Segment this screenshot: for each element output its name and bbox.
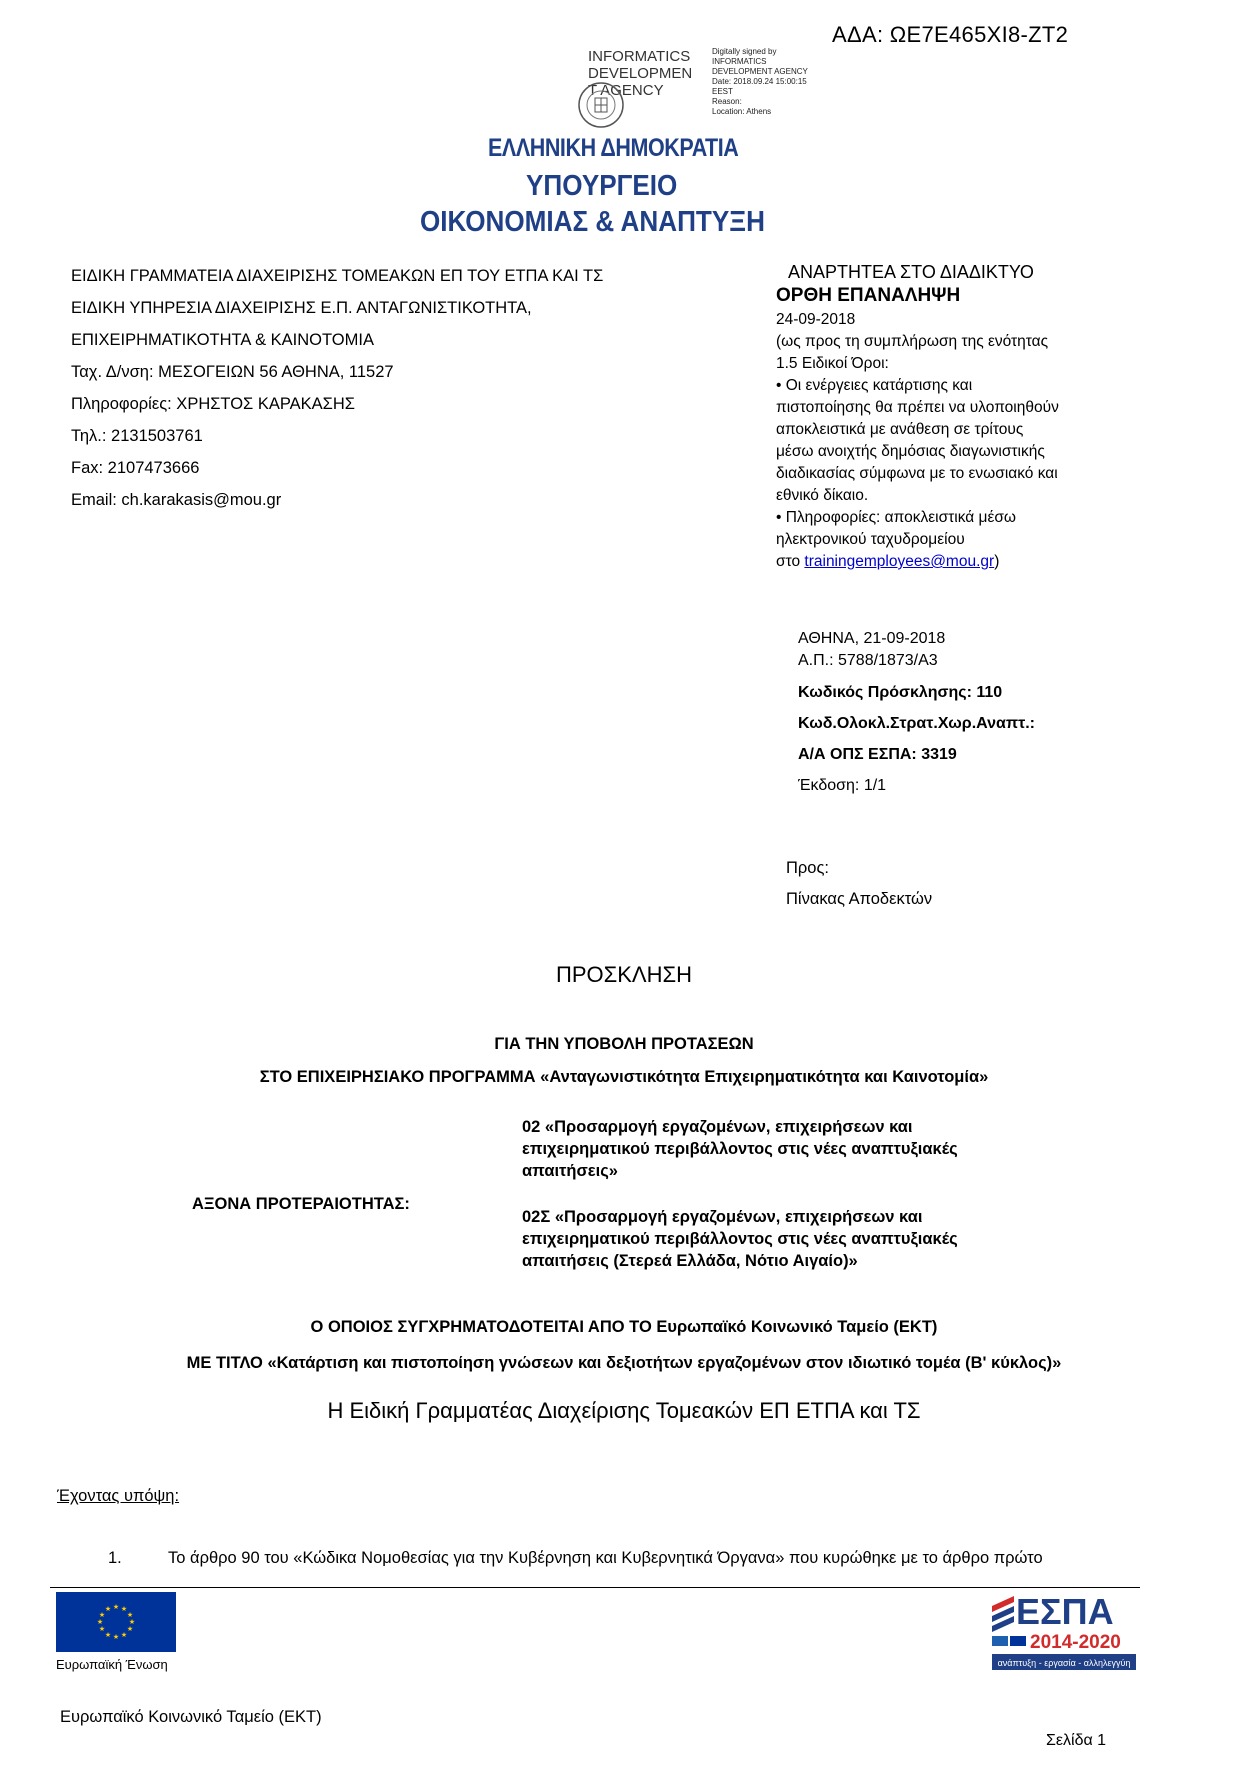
signature-name-line: DEVELOPMEN: [588, 65, 693, 82]
svg-text:★: ★: [126, 1625, 134, 1633]
call-title: ΜΕ ΤΙΤΛΟ «Κατάρτιση και πιστοποίηση γνώσεων και δεξιοτήτων εργαζομένων στον ιδιωτικό τομέα (Β' κύκλος)»: [186, 1354, 1062, 1372]
svg-text:★: ★: [128, 1618, 136, 1626]
eu-label: Ευρωπαϊκή Ένωση: [56, 1657, 168, 1672]
signature-details: [712, 47, 842, 117]
sender-line: ΕΙΔΙΚΗ ΓΡΑΜΜΑΤΕΙΑ ΔΙΑΧΕΙΡΙΣΗΣ ΤΟΜΕΑΚΩΝ ΕΠ ΤΟΥ ΕΤΠΑ ΚΑΙ ΤΣ: [71, 267, 604, 285]
svg-text:★: ★: [120, 1605, 128, 1613]
notice-body: [776, 309, 1156, 573]
sender-phone: Τηλ.: 2131503761: [71, 427, 203, 445]
secretary-heading: Η Ειδική Γραμματέας Διαχείρισης Τομεακών ΕΠ ΕΤΠΑ και ΤΣ: [327, 1398, 921, 1423]
subtitle-programme: ΣΤΟ ΕΠΙΧΕΙΡΗΣΙΑΚΟ ΠΡΟΓΡΑΜΜΑ «Ανταγωνιστικότητα Επιχειρηματικότητα και Καινοτομία»: [259, 1068, 989, 1086]
ops-code: Α/Α ΟΠΣ ΕΣΠΑ: 3319: [798, 746, 957, 763]
espa-years: 2014-2020: [1030, 1632, 1121, 1653]
svg-text:★: ★: [96, 1618, 104, 1626]
priority-axis-02s: 02Σ «Προσαρμογή εργαζομένων, επιχειρήσεων και επιχειρηματικού περιβάλλοντος στις νέες αναπτυξιακές απαιτήσεις (Στερεά Ελλάδα, Νότιο Αιγαίο)»: [522, 1208, 958, 1270]
signature-name-line: INFORMATICS: [588, 48, 691, 65]
ada-code: ΑΔΑ: ΩΕ7Ε465ΧΙ8-ΖΤ2: [832, 22, 1069, 47]
sender-fax: Fax: 2107473666: [71, 459, 200, 477]
sender-line: ΕΙΔΙΚΗ ΥΠΗΡΕΣΙΑ ΔΙΑΧΕΙΡΙΣΗΣ Ε.Π. ΑΝΤΑΓΩΝΙΣΤΙΚΟΤΗΤΑ,: [71, 299, 532, 317]
place-date: ΑΘΗΝΑ, 21-09-2018: [798, 630, 946, 647]
notice-line: ηλεκτρονικού ταχυδρομείου: [776, 531, 965, 548]
notice-email-line: [776, 551, 1156, 573]
notice-line: • Οι ενέργειες κατάρτισης και: [776, 377, 973, 394]
notice-email-suffix: ): [994, 553, 1000, 570]
fund-name: Ευρωπαϊκό Κοινωνικό Ταμείο (ΕΚΤ): [60, 1708, 322, 1726]
recipient-list: Πίνακας Αποδεκτών: [786, 890, 933, 908]
page-number: Σελίδα 1: [1046, 1732, 1107, 1749]
logo-ministry-name: ΟΙΚΟΝΟΜΙΑΣ & ΑΝΑΠΤΥΞΗ: [420, 206, 765, 238]
espa-slogan: ανάπτυξη - εργασία - αλληλεγγύη: [997, 1658, 1131, 1668]
signature-detail-line: INFORMATICS: [712, 57, 767, 66]
signature-detail-line: Reason:: [712, 97, 742, 106]
subtitle-submission: ΓΙΑ ΤΗΝ ΥΠΟΒΟΛΗ ΠΡΟΤΑΣΕΩΝ: [494, 1035, 754, 1053]
list-item-number: 1.: [108, 1549, 122, 1567]
logo-republic: ΕΛΛΗΝΙΚΗ ΔΗΜΟΚΡΑΤΙΑ: [488, 134, 739, 162]
page-title: ΠΡΟΣΚΛΗΣΗ: [555, 962, 693, 987]
notice-line: εθνικό δίκαιο.: [776, 487, 869, 504]
espa-title: ΕΣΠΑ: [1016, 1591, 1114, 1632]
notice-line: μέσω ανοιχτής δημόσιας διαγωνιστικής: [776, 443, 1045, 460]
signature-detail-line: Date: 2018.09.24 15:00:15: [712, 77, 807, 86]
strategy-code: Κωδ.Ολοκλ.Στρατ.Χωρ.Αναπτ.:: [798, 715, 1036, 732]
signature-name-line: T AGENCY: [588, 82, 664, 99]
signature-detail-line: Location: Athens: [712, 107, 772, 116]
footer-divider: [50, 1587, 1140, 1588]
training-email-link[interactable]: trainingemployees@mou.gr: [804, 553, 995, 570]
svg-text:★: ★: [112, 1633, 120, 1641]
notice-subtitle: ΟΡΘΗ ΕΠΑΝΑΛΗΨΗ: [776, 285, 961, 306]
svg-text:★: ★: [104, 1631, 112, 1639]
notice-block: [776, 262, 1156, 573]
sender-block: [71, 264, 731, 520]
sender-contact: Πληροφορίες: ΧΡΗΣΤΟΣ ΚΑΡΑΚΑΣΗΣ: [71, 395, 355, 413]
notice-line: 1.5 Ειδικοί Όροι:: [776, 355, 889, 372]
recipient-to: Προς:: [786, 859, 830, 877]
call-code: Κωδικός Πρόσκλησης: 110: [798, 684, 1003, 701]
list-item-text: Το άρθρο 90 του «Κώδικα Νομοθεσίας για την Κυβέρνηση και Κυβερνητικά Όργανα» που κυρώθηκε με το άρθρο πρώτο: [168, 1549, 1043, 1567]
svg-text:★: ★: [104, 1605, 112, 1613]
espa-logo-icon: [990, 1590, 1138, 1674]
reference-block: [798, 628, 1178, 797]
cofinancing-line: Ο ΟΠΟΙΟΣ ΣΥΓΧΡΗΜΑΤΟΔΟΤΕΙΤΑΙ ΑΠΟ ΤΟ Ευρωπαϊκό Κοινωνικό Ταμείο (ΕΚΤ): [310, 1318, 938, 1336]
svg-text:★: ★: [98, 1611, 106, 1619]
recipient-block: [786, 853, 932, 915]
greek-seal-icon: [576, 80, 626, 130]
signature-detail-line: Digitally signed by: [712, 47, 777, 56]
notice-line: πιστοποίησης θα πρέπει να υλοποιηθούν: [776, 399, 1059, 416]
priority-axis-label: ΑΞΟΝΑ ΠΡΟΤΕΡΑΙΟΤΗΤΑΣ:: [192, 1195, 410, 1213]
notice-line: • Πληροφορίες: αποκλειστικά μέσω: [776, 509, 1017, 526]
notice-line: (ως προς τη συμπλήρωση της ενότητας: [776, 333, 1049, 350]
priority-axis-02: 02 «Προσαρμογή εργαζομένων, επιχειρήσεων και επιχειρηματικού περιβάλλοντος στις νέες αναπτυξιακές απαιτήσεις»: [522, 1118, 958, 1180]
version: Έκδοση: 1/1: [798, 777, 887, 794]
eu-flag-icon: [56, 1592, 176, 1652]
notice-email-prefix: στο: [776, 553, 805, 570]
svg-text:★: ★: [112, 1603, 120, 1611]
sender-line: ΕΠΙΧΕΙΡΗΜΑΤΙΚΟΤΗΤΑ & ΚΑΙΝΟΤΟΜΙΑ: [71, 331, 374, 349]
signature-detail-line: DEVELOPMENT AGENCY: [712, 67, 808, 76]
notice-line: διαδικασίας σύμφωνα με το ενωσιακό και: [776, 465, 1058, 482]
svg-text:★: ★: [126, 1611, 134, 1619]
svg-text:★: ★: [120, 1631, 128, 1639]
notice-title: ΑΝΑΡΤΗΤΕΑ ΣΤΟ ΔΙΑΔΙΚΤΥΟ: [788, 262, 1034, 282]
svg-text:★: ★: [98, 1625, 106, 1633]
protocol-number: Α.Π.: 5788/1873/Α3: [798, 652, 938, 669]
notice-line: 24-09-2018: [776, 311, 856, 328]
having-regard-heading: Έχοντας υπόψη:: [57, 1487, 180, 1505]
sender-address: Ταχ. Δ/νση: ΜΕΣΟΓΕΙΩΝ 56 ΑΘΗΝΑ, 11527: [71, 363, 394, 381]
notice-line: αποκλειστικά με ανάθεση σε τρίτους: [776, 421, 1024, 438]
signature-detail-line: EEST: [712, 87, 733, 96]
logo-ministry: ΥΠΟΥΡΓΕΙΟ: [526, 170, 678, 202]
sender-email: Email: ch.karakasis@mou.gr: [71, 491, 282, 509]
